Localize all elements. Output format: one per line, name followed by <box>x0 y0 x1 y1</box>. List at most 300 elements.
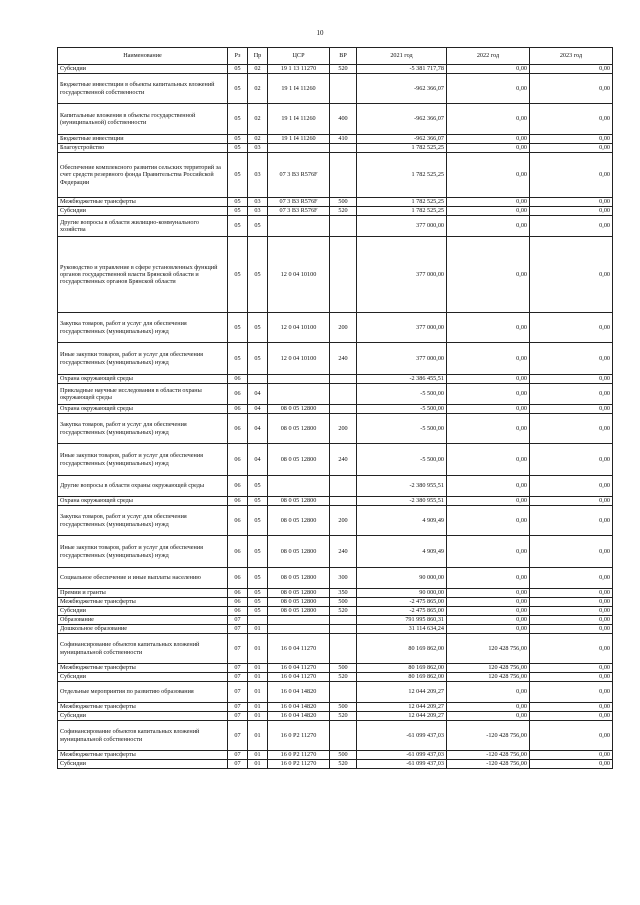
row-2023: 0,00 <box>530 444 613 476</box>
row-csr: 19 1 13 11270 <box>268 65 330 74</box>
row-2021: -5 500,00 <box>357 384 447 405</box>
table-row <box>58 135 613 144</box>
row-name: Другие вопросы в области жилищно-коммунального хозяйства <box>58 216 228 237</box>
row-2022: 0,00 <box>447 153 530 198</box>
row-csr: 16 0 04 14820 <box>268 682 330 703</box>
row-name: Охрана окружающей среды <box>58 497 228 506</box>
row-2021: 12 044 209,27 <box>357 703 447 712</box>
row-rz: 07 <box>228 634 248 664</box>
row-2023: 0,00 <box>530 384 613 405</box>
row-rz: 07 <box>228 760 248 769</box>
table-row <box>58 343 613 375</box>
row-vr <box>330 625 357 634</box>
row-2022: 0,00 <box>447 104 530 135</box>
row-2022: 0,00 <box>447 444 530 476</box>
row-2023: 0,00 <box>530 497 613 506</box>
row-rz: 05 <box>228 207 248 216</box>
table-row <box>58 664 613 673</box>
row-2021: -2 380 955,51 <box>357 476 447 497</box>
table-row <box>58 405 613 414</box>
row-2022: 120 428 756,00 <box>447 664 530 673</box>
table-row <box>58 712 613 721</box>
row-vr: 500 <box>330 198 357 207</box>
row-name: Обеспечение комплексного развития сельских территорий за счет средств резервного фонда Правительства Российской Федерации <box>58 153 228 198</box>
row-pr: 05 <box>248 506 268 536</box>
row-csr: 16 0 04 14820 <box>268 703 330 712</box>
row-vr <box>330 634 357 664</box>
row-2022: 0,00 <box>447 144 530 153</box>
row-pr: 05 <box>248 589 268 598</box>
row-csr: 08 0 05 12800 <box>268 589 330 598</box>
row-2021: -2 475 865,00 <box>357 598 447 607</box>
row-rz: 06 <box>228 375 248 384</box>
row-vr <box>330 153 357 198</box>
row-vr <box>330 237 357 313</box>
row-2021: 377 000,00 <box>357 237 447 313</box>
table-row <box>58 65 613 74</box>
row-rz: 06 <box>228 536 248 568</box>
row-2022: 0,00 <box>447 703 530 712</box>
row-vr: 300 <box>330 568 357 589</box>
header-2021: 2021 год <box>357 48 447 65</box>
header-2023: 2023 год <box>530 48 613 65</box>
row-vr: 500 <box>330 703 357 712</box>
row-2021: 377 000,00 <box>357 343 447 375</box>
row-name: Закупка товаров, работ и услуг для обеспечения государственных (муниципальных) нужд <box>58 506 228 536</box>
row-2023: 0,00 <box>530 607 613 616</box>
row-vr: 520 <box>330 607 357 616</box>
row-name: Иные закупки товаров, работ и услуг для обеспечения государственных (муниципальных) нужд <box>58 536 228 568</box>
row-name: Дошкольное образование <box>58 625 228 634</box>
row-2021: 31 114 634,24 <box>357 625 447 634</box>
row-rz: 07 <box>228 625 248 634</box>
row-rz: 06 <box>228 568 248 589</box>
row-rz: 05 <box>228 74 248 104</box>
row-vr <box>330 405 357 414</box>
row-csr: 19 1 I4 11260 <box>268 74 330 104</box>
row-pr: 01 <box>248 625 268 634</box>
row-2023: 0,00 <box>530 751 613 760</box>
row-pr: 04 <box>248 384 268 405</box>
row-vr: 200 <box>330 313 357 343</box>
row-vr <box>330 74 357 104</box>
row-name: Социальное обеспечение и иные выплаты населению <box>58 568 228 589</box>
row-name: Софинансирование объектов капитальных вложений муниципальной собственности <box>58 634 228 664</box>
row-2023: 0,00 <box>530 237 613 313</box>
row-rz: 06 <box>228 414 248 444</box>
row-csr <box>268 625 330 634</box>
row-name: Межбюджетные трансферты <box>58 198 228 207</box>
row-pr: 02 <box>248 135 268 144</box>
row-vr: 240 <box>330 536 357 568</box>
table-row <box>58 673 613 682</box>
row-2021: -2 475 865,00 <box>357 607 447 616</box>
row-name: Образование <box>58 616 228 625</box>
row-rz: 05 <box>228 216 248 237</box>
row-2021: -5 500,00 <box>357 414 447 444</box>
row-vr: 500 <box>330 664 357 673</box>
row-2023: 0,00 <box>530 198 613 207</box>
row-csr: 12 0 04 10100 <box>268 237 330 313</box>
table-row <box>58 144 613 153</box>
row-name: Иные закупки товаров, работ и услуг для обеспечения государственных (муниципальных) нужд <box>58 343 228 375</box>
row-2023: 0,00 <box>530 673 613 682</box>
table-row <box>58 497 613 506</box>
row-vr: 500 <box>330 598 357 607</box>
row-name: Благоустройство <box>58 144 228 153</box>
table-row <box>58 536 613 568</box>
row-2021: 1 782 525,25 <box>357 198 447 207</box>
row-pr: 03 <box>248 198 268 207</box>
header-rz: Рз <box>228 48 248 65</box>
row-csr <box>268 384 330 405</box>
row-2022: -120 428 756,00 <box>447 721 530 751</box>
row-name: Прикладные научные исследования в области охраны окружающей среды <box>58 384 228 405</box>
row-pr: 05 <box>248 216 268 237</box>
row-2023: 0,00 <box>530 506 613 536</box>
row-name: Бюджетные инвестиции <box>58 135 228 144</box>
row-2021: -5 500,00 <box>357 444 447 476</box>
row-2022: 0,00 <box>447 506 530 536</box>
row-pr: 02 <box>248 65 268 74</box>
row-2023: 0,00 <box>530 634 613 664</box>
row-2022: 0,00 <box>447 313 530 343</box>
table-row <box>58 607 613 616</box>
row-csr: 19 1 I4 11260 <box>268 135 330 144</box>
row-csr: 08 0 05 12800 <box>268 444 330 476</box>
row-2022: 0,00 <box>447 682 530 703</box>
row-rz: 05 <box>228 237 248 313</box>
table-row <box>58 625 613 634</box>
row-2021: -61 099 437,03 <box>357 760 447 769</box>
row-name: Субсидии <box>58 673 228 682</box>
row-name: Другие вопросы в области охраны окружающей среды <box>58 476 228 497</box>
row-csr <box>268 616 330 625</box>
row-2022: 0,00 <box>447 207 530 216</box>
row-pr: 05 <box>248 497 268 506</box>
row-pr <box>248 375 268 384</box>
row-rz: 06 <box>228 497 248 506</box>
row-2021: 1 782 525,25 <box>357 153 447 198</box>
row-2023: 0,00 <box>530 104 613 135</box>
table-row <box>58 760 613 769</box>
row-2023: 0,00 <box>530 721 613 751</box>
row-vr: 520 <box>330 65 357 74</box>
row-rz: 05 <box>228 65 248 74</box>
row-csr: 16 0 P2 11270 <box>268 721 330 751</box>
table-row <box>58 682 613 703</box>
table-row <box>58 375 613 384</box>
row-pr: 03 <box>248 207 268 216</box>
row-rz: 06 <box>228 384 248 405</box>
row-2021: -2 386 455,51 <box>357 375 447 384</box>
row-2023: 0,00 <box>530 405 613 414</box>
row-csr: 12 0 04 10100 <box>268 313 330 343</box>
row-2021: -2 380 955,51 <box>357 497 447 506</box>
table-row <box>58 237 613 313</box>
row-name: Субсидии <box>58 760 228 769</box>
table-row <box>58 198 613 207</box>
row-rz: 07 <box>228 673 248 682</box>
row-2022: 0,00 <box>447 135 530 144</box>
row-rz: 07 <box>228 703 248 712</box>
row-vr: 520 <box>330 207 357 216</box>
row-2021: 80 169 862,00 <box>357 664 447 673</box>
row-rz: 06 <box>228 607 248 616</box>
row-name: Субсидии <box>58 207 228 216</box>
row-csr <box>268 375 330 384</box>
row-2021: -962 366,07 <box>357 135 447 144</box>
row-2023: 0,00 <box>530 65 613 74</box>
row-vr: 200 <box>330 414 357 444</box>
row-csr: 16 0 04 14820 <box>268 712 330 721</box>
row-pr: 05 <box>248 343 268 375</box>
budget-table <box>57 47 613 769</box>
row-pr: 01 <box>248 673 268 682</box>
table-row <box>58 414 613 444</box>
header-name: Наименование <box>58 48 228 65</box>
row-vr: 240 <box>330 444 357 476</box>
row-2023: 0,00 <box>530 476 613 497</box>
row-2023: 0,00 <box>530 375 613 384</box>
row-name: Закупка товаров, работ и услуг для обеспечения государственных (муниципальных) нужд <box>58 313 228 343</box>
row-rz: 07 <box>228 682 248 703</box>
row-name: Охрана окружающей среды <box>58 375 228 384</box>
row-2022: 0,00 <box>447 589 530 598</box>
row-vr: 500 <box>330 751 357 760</box>
row-2021: 90 000,00 <box>357 568 447 589</box>
row-2021: 80 169 862,00 <box>357 673 447 682</box>
row-vr: 410 <box>330 135 357 144</box>
row-csr: 16 0 P2 11270 <box>268 760 330 769</box>
header-csr: ЦСР <box>268 48 330 65</box>
row-2023: 0,00 <box>530 74 613 104</box>
row-csr: 16 0 04 11270 <box>268 664 330 673</box>
row-pr: 05 <box>248 536 268 568</box>
row-2022: 0,00 <box>447 598 530 607</box>
row-pr: 04 <box>248 405 268 414</box>
row-2022: 0,00 <box>447 343 530 375</box>
row-vr <box>330 216 357 237</box>
row-2023: 0,00 <box>530 625 613 634</box>
row-rz: 06 <box>228 589 248 598</box>
table-row <box>58 384 613 405</box>
row-name: Премии и гранты <box>58 589 228 598</box>
row-pr: 03 <box>248 153 268 198</box>
table-row <box>58 444 613 476</box>
row-2021: 12 044 209,27 <box>357 682 447 703</box>
row-rz: 07 <box>228 751 248 760</box>
row-2021: 791 995 860,31 <box>357 616 447 625</box>
row-rz: 06 <box>228 598 248 607</box>
row-csr: 16 0 04 11270 <box>268 634 330 664</box>
row-2022: 120 428 756,00 <box>447 673 530 682</box>
row-2022: 0,00 <box>447 497 530 506</box>
row-2021: 377 000,00 <box>357 216 447 237</box>
row-2023: 0,00 <box>530 343 613 375</box>
row-2022: 0,00 <box>447 74 530 104</box>
row-name: Руководство и управление в сфере установленных функций органов государственной власти Брянской области и государственных органов Брянской области <box>58 237 228 313</box>
row-csr: 07 3 B3 R576F <box>268 153 330 198</box>
row-2021: 4 909,49 <box>357 506 447 536</box>
row-rz: 06 <box>228 405 248 414</box>
table-row <box>58 703 613 712</box>
table-row <box>58 313 613 343</box>
row-vr: 400 <box>330 104 357 135</box>
row-vr: 350 <box>330 589 357 598</box>
row-csr: 08 0 05 12800 <box>268 536 330 568</box>
table-row <box>58 751 613 760</box>
row-vr <box>330 721 357 751</box>
row-pr: 01 <box>248 760 268 769</box>
row-csr: 16 0 04 11270 <box>268 673 330 682</box>
table-row <box>58 616 613 625</box>
row-rz: 06 <box>228 476 248 497</box>
row-rz: 05 <box>228 313 248 343</box>
row-pr: 05 <box>248 607 268 616</box>
row-name: Субсидии <box>58 712 228 721</box>
row-name: Субсидии <box>58 65 228 74</box>
row-name: Охрана окружающей среды <box>58 405 228 414</box>
row-name: Капитальные вложения в объекты государственной (муниципальной) собственности <box>58 104 228 135</box>
row-csr: 12 0 04 10100 <box>268 343 330 375</box>
row-pr: 05 <box>248 568 268 589</box>
row-2023: 0,00 <box>530 135 613 144</box>
row-rz: 05 <box>228 343 248 375</box>
row-csr: 08 0 05 12800 <box>268 607 330 616</box>
row-rz: 05 <box>228 104 248 135</box>
header-pr: Пр <box>248 48 268 65</box>
row-2022: -120 428 756,00 <box>447 760 530 769</box>
row-vr: 200 <box>330 506 357 536</box>
row-2022: -120 428 756,00 <box>447 751 530 760</box>
row-2022: 0,00 <box>447 616 530 625</box>
row-csr: 08 0 05 12800 <box>268 506 330 536</box>
row-2021: 12 044 209,27 <box>357 712 447 721</box>
table-row <box>58 216 613 237</box>
row-csr: 08 0 05 12800 <box>268 405 330 414</box>
row-2023: 0,00 <box>530 313 613 343</box>
row-name: Межбюджетные трансферты <box>58 598 228 607</box>
row-2022: 0,00 <box>447 384 530 405</box>
row-vr: 520 <box>330 712 357 721</box>
row-2023: 0,00 <box>530 760 613 769</box>
row-2022: 0,00 <box>447 536 530 568</box>
row-2021: 4 909,49 <box>357 536 447 568</box>
row-vr: 520 <box>330 760 357 769</box>
row-2023: 0,00 <box>530 598 613 607</box>
row-vr <box>330 682 357 703</box>
row-2021: 1 782 525,25 <box>357 144 447 153</box>
row-vr <box>330 616 357 625</box>
row-2023: 0,00 <box>530 682 613 703</box>
header-vr: ВР <box>330 48 357 65</box>
row-2022: 0,00 <box>447 414 530 444</box>
row-2023: 0,00 <box>530 414 613 444</box>
row-2023: 0,00 <box>530 589 613 598</box>
row-2022: 0,00 <box>447 237 530 313</box>
row-csr: 08 0 05 12800 <box>268 568 330 589</box>
row-name: Межбюджетные трансферты <box>58 703 228 712</box>
row-2023: 0,00 <box>530 144 613 153</box>
row-name: Иные закупки товаров, работ и услуг для обеспечения государственных (муниципальных) нужд <box>58 444 228 476</box>
table-row <box>58 598 613 607</box>
row-2021: -61 099 437,03 <box>357 751 447 760</box>
row-rz: 07 <box>228 721 248 751</box>
row-2022: 0,00 <box>447 65 530 74</box>
table-row <box>58 568 613 589</box>
table-header-row <box>58 48 613 65</box>
row-pr: 03 <box>248 144 268 153</box>
table-row <box>58 506 613 536</box>
table-row <box>58 153 613 198</box>
row-rz: 06 <box>228 506 248 536</box>
row-pr: 02 <box>248 104 268 135</box>
row-vr <box>330 375 357 384</box>
row-2022: 0,00 <box>447 625 530 634</box>
row-name: Закупка товаров, работ и услуг для обеспечения государственных (муниципальных) нужд <box>58 414 228 444</box>
row-2022: 0,00 <box>447 712 530 721</box>
row-csr: 08 0 05 12800 <box>268 414 330 444</box>
row-2022: 0,00 <box>447 607 530 616</box>
row-pr: 04 <box>248 444 268 476</box>
row-pr: 01 <box>248 721 268 751</box>
table-row <box>58 721 613 751</box>
row-name: Софинансирование объектов капитальных вложений муниципальной собственности <box>58 721 228 751</box>
table-row <box>58 589 613 598</box>
row-2022: 120 428 756,00 <box>447 634 530 664</box>
row-rz: 05 <box>228 198 248 207</box>
row-2021: 80 169 862,00 <box>357 634 447 664</box>
row-pr: 05 <box>248 598 268 607</box>
row-rz: 05 <box>228 153 248 198</box>
row-2022: 0,00 <box>447 476 530 497</box>
row-vr <box>330 476 357 497</box>
table-row <box>58 476 613 497</box>
row-vr: 520 <box>330 673 357 682</box>
row-pr: 04 <box>248 414 268 444</box>
row-rz: 05 <box>228 135 248 144</box>
row-csr: 19 1 I4 11260 <box>268 104 330 135</box>
row-pr: 05 <box>248 313 268 343</box>
row-vr: 240 <box>330 343 357 375</box>
row-2023: 0,00 <box>530 616 613 625</box>
row-2023: 0,00 <box>530 703 613 712</box>
row-2023: 0,00 <box>530 216 613 237</box>
row-2021: -962 366,07 <box>357 74 447 104</box>
row-rz: 07 <box>228 616 248 625</box>
row-pr: 05 <box>248 476 268 497</box>
row-2021: 1 782 525,25 <box>357 207 447 216</box>
row-2023: 0,00 <box>530 536 613 568</box>
row-pr: 01 <box>248 703 268 712</box>
row-name: Субсидии <box>58 607 228 616</box>
table-row <box>58 207 613 216</box>
row-rz: 05 <box>228 144 248 153</box>
row-name: Бюджетные инвестиции в объекты капитальных вложений государственной собственности <box>58 74 228 104</box>
header-2022: 2022 год <box>447 48 530 65</box>
row-name: Отдельные мероприятия по развитию образования <box>58 682 228 703</box>
row-name: Межбюджетные трансферты <box>58 751 228 760</box>
row-csr <box>268 476 330 497</box>
row-2022: 0,00 <box>447 375 530 384</box>
row-rz: 07 <box>228 664 248 673</box>
row-pr <box>248 616 268 625</box>
row-2021: -962 366,07 <box>357 104 447 135</box>
row-csr: 08 0 05 12800 <box>268 497 330 506</box>
row-pr: 01 <box>248 751 268 760</box>
row-pr: 01 <box>248 682 268 703</box>
